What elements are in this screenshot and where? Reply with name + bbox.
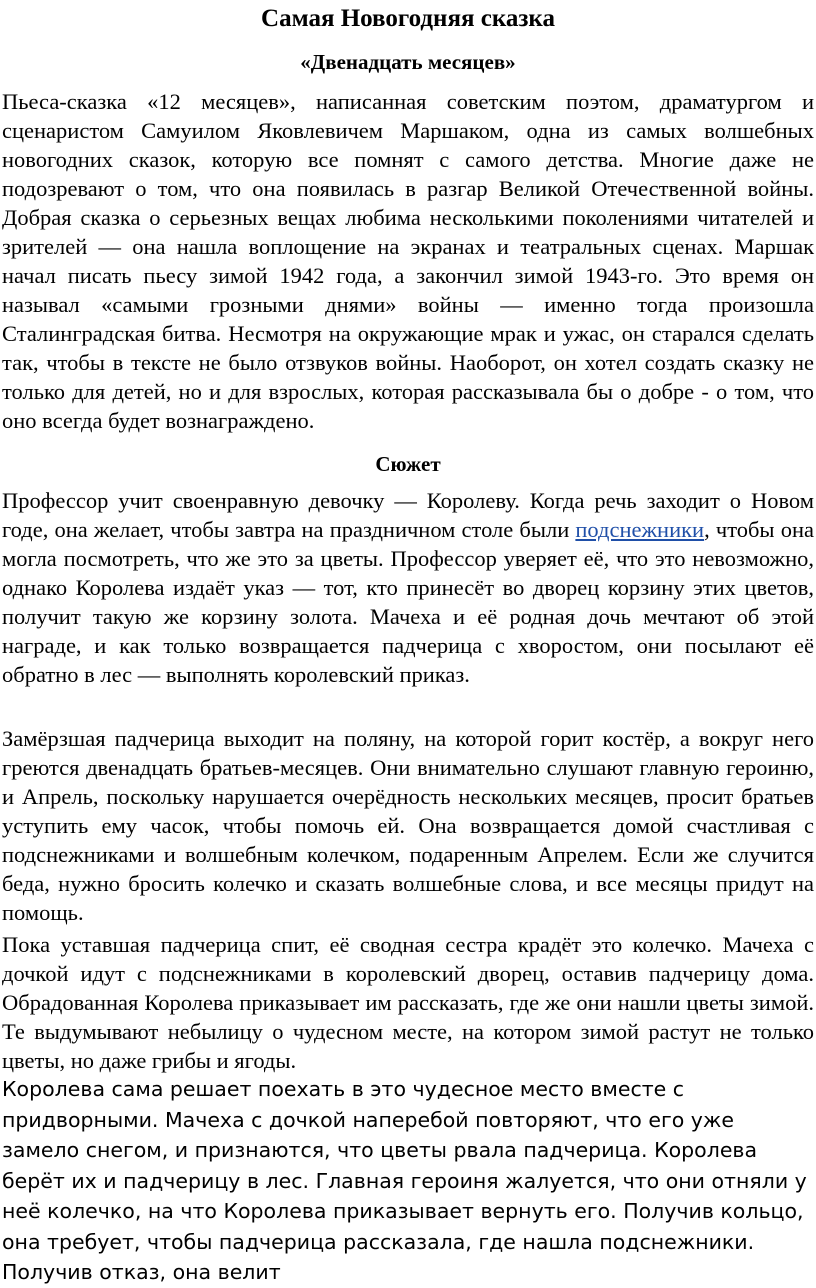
intro-paragraph: Пьеса-сказка «12 месяцев», написанная советским поэтом, драматургом и сценаристом Самуилом Яковлевичем Маршаком, одна из самых волшебных новогодних сказок, которую все помнят с самого детства. Многие даже не подозревают о том, что она появилась в разгар Великой Отечественной войны. Добрая сказка о серьезных вещах любима несколькими поколениями читателей и зрителей — она нашла воплощение на экранах и театральных сценах. Маршак начал писать пьесу зимой 1942 года, а закончил зимой 1943-го. Это время он называл «самыми грозными днями» войны — именно тогда произошла Сталинградская битва. Несмотря на окружающие мрак и ужас, он старался сделать так, чтобы в тексте не было отзвуков войны. Наоборот, он хотел создать сказку не только для детей, но и для взрослых, которая рассказывала бы о добре - о том, что оно всегда будет вознаграждено. — [2, 89, 814, 433]
section-heading-plot: Сюжет — [375, 452, 441, 476]
snowdrops-link[interactable]: подснежники — [575, 517, 705, 542]
plot-paragraph-3: Пока уставшая падчерица спит, её сводная сестра крадёт это колечко. Мачеха с дочкой идут с подснежниками в королевский дворец, оставив падчерицу дома. Обрадованная Королева приказывает им рассказать, где же они нашли цветы зимой. Те выдумывают небылицу о чудесном месте, на котором зимой растут не только цветы, но даже грибы и ягоды. — [2, 932, 814, 1073]
plot-paragraph-2: Замёрзшая падчерица выходит на поляну, на которой горит костёр, а вокруг него греются двенадцать братьев-месяцев. Они внимательно слушают главную героиню, и Апрель, поскольку нарушается очерёдность нескольких месяцев, просит братьев уступить ему часок, чтобы помочь ей. Она возвращается домой счастливая с подснежниками и волшебным колечком, подаренным Апрелем. Если же случится беда, нужно бросить колечко и сказать волшебные слова, и все месяцы придут на помощь. — [2, 726, 814, 925]
plot-paragraph-4: Королева сама решает поехать в это чудесное место вместе с придворными. Мачеха с дочкой наперебой повторяют, что его уже замело снегом, и признаются, что цветы рвала падчерица. Королева берёт их и падчерицу в лес. Главная героиня жалуется, что они отняли у неё колечко, на что Королева приказывает вернуть его. Получив кольцо, она требует, чтобы падчерица рассказала, где нашла подснежники. Получив отказ, она велит — [2, 1077, 807, 1284]
plot-paragraph-1 — [2, 486, 814, 689]
document-subtitle: «Двенадцать месяцев» — [300, 50, 516, 74]
plot-paragraph-1-start: Профессор учит своенравную девочку — Королеву. Когда речь заходит о Новом годе, она желает, чтобы завтра на праздничном столе были — [2, 488, 814, 542]
plot-paragraph-1-end: , чтобы она могла посмотреть, что же это за цветы. Профессор уверяет её, что это невозможно, однако Королева издаёт указ — тот, кто принесёт во дворец корзину этих цветов, получит такую же корзину золота. Мачеха и её родная дочь мечтают об этой награде, и как только возвращается падчерица с хворостом, они посылают её обратно в лес — выполнять королевский приказ. — [2, 517, 814, 687]
document-title: Самая Новогодняя сказка — [261, 5, 555, 32]
